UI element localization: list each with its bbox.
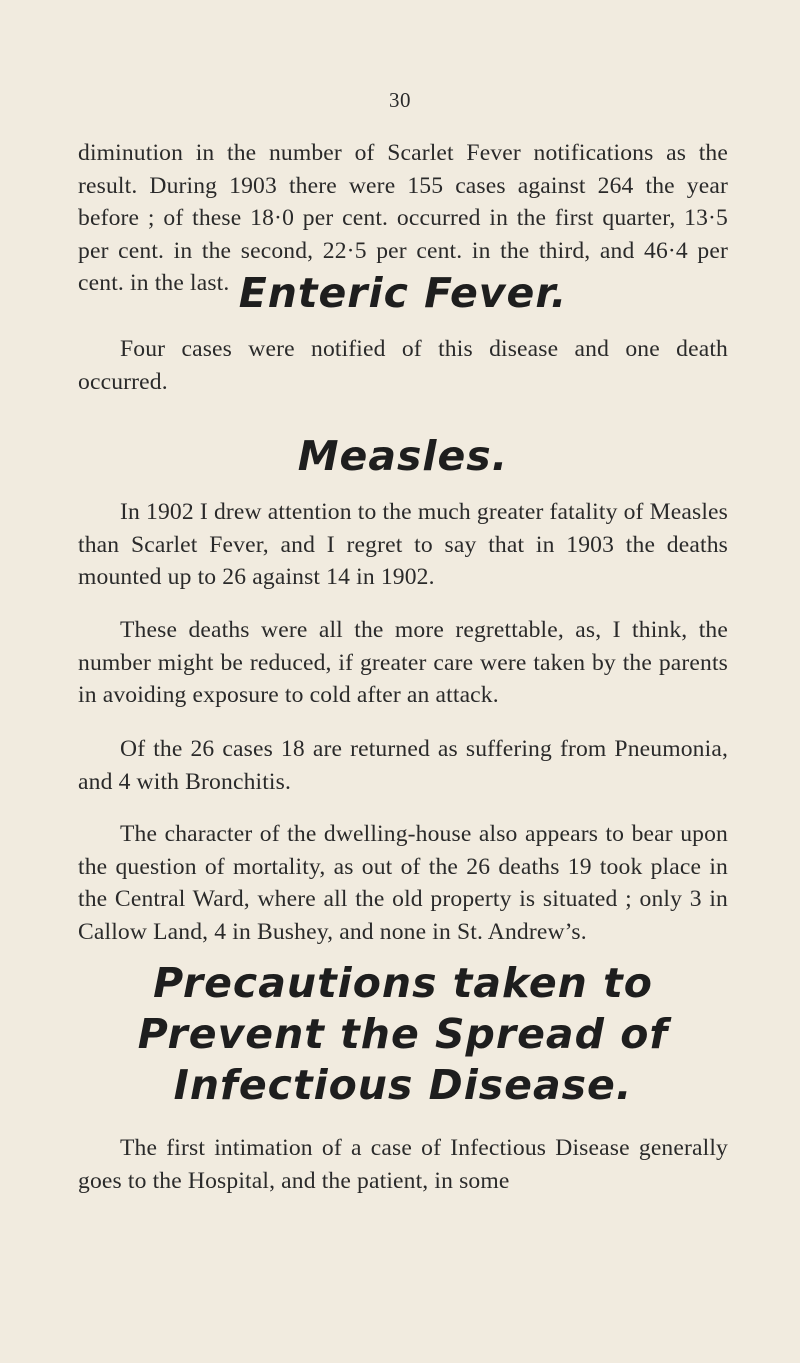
paragraph-infectious-disease-intimation: The first intimation of a case of Infectious Disease generally goes to the Hospital, and the patient, in some bbox=[78, 1135, 728, 1194]
heading-enteric-fever: Enteric Fever. bbox=[238, 269, 568, 317]
page-number: 30 bbox=[389, 88, 411, 112]
paragraph-measles-fatality: In 1902 I drew attention to the much greater fatality of Measles than Scarlet Fever, and I regret to say that in 1903 the deaths mounted up to 26 against 14 in 1902. bbox=[78, 499, 728, 590]
paragraph-measles-regrettable: These deaths were all the more regrettable, as, I think, the number might be reduced, if greater care were taken by the parents in avoiding exposure to cold after an attack. bbox=[78, 617, 728, 708]
heading-precautions-line-2: Prevent the Spread of bbox=[137, 1010, 669, 1058]
heading-precautions-line-1: Precautions taken to bbox=[153, 959, 653, 1007]
paragraph-measles-pneumonia: Of the 26 cases 18 are returned as suffering from Pneumonia, and 4 with Bronchitis. bbox=[78, 736, 728, 795]
paragraph-dwelling-house: The character of the dwelling-house also appears to bear upon the question of mortality, as out of the 26 deaths 19 took place in the Central Ward, where all the old property is situated ; only 3 in Callow Land, 4 in Bushey, and none in St. Andrew’s. bbox=[78, 821, 728, 945]
paragraph-scarlet-fever-continuation: diminution in the number of Scarlet Fever notifications as the result. During 1903 there were 155 cases against 264 the year before ; of these 18·0 per cent. occurred in the first quarter, 13·5 per cent. in the second, 22·5 per cent. in the third, and 46·4 per cent. in the last. bbox=[78, 140, 728, 296]
paragraph-enteric-fever: Four cases were notified of this disease and one death occurred. bbox=[78, 336, 728, 395]
heading-measles: Measles. bbox=[297, 432, 509, 480]
heading-precautions-line-3: Infectious Disease. bbox=[173, 1061, 633, 1109]
